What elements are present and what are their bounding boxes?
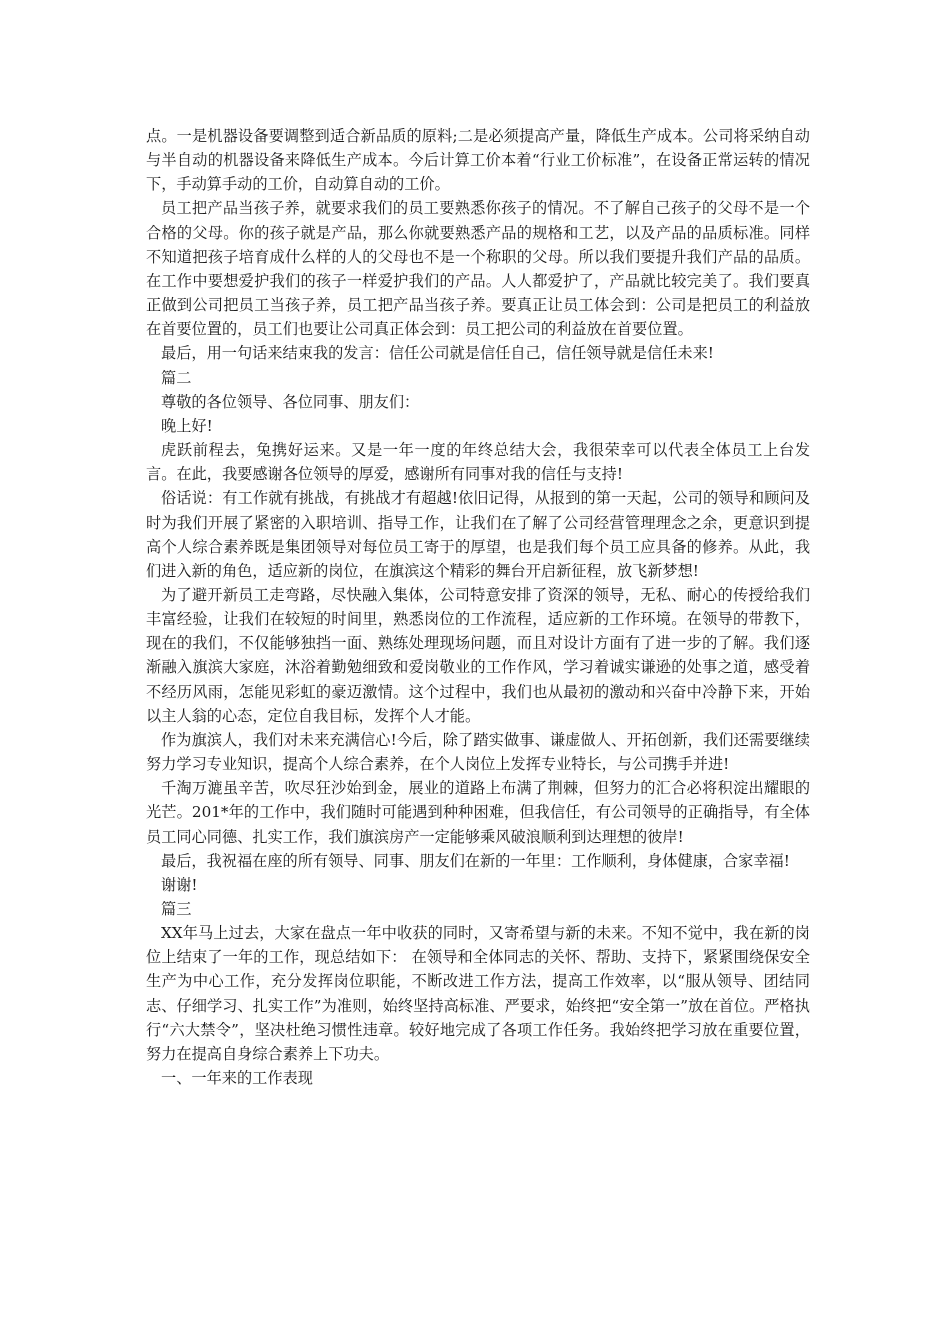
paragraph-raise-products: 员工把产品当孩子养，就要求我们的员工要熟悉你孩子的情况。不了解自己孩子的父母不是一个合格的父母。你的孩子就是产品，那么你就要熟悉产品的规格和工艺，以及产品的品质标准。同样不知道把孩子培育成什么样的人的父母也不是一个称职的父母。所以我们要提升我们产品的品质。在工作中要想爱护我们的孩子一样爱护我们的产品。人人都爱护了，产品就比较完美了。我们要真正做到公司把员工当孩子养，员工把产品当孩子养。要真正让员工体会到：公司是把员工的利益放在首要位置的，员工们也要让公司真正体会到：员工把公司的利益放在首要位置。: [146, 199, 810, 339]
document-body: [146, 124, 810, 1090]
paragraph-salutation: 尊敬的各位领导、各位同事、朋友们：: [161, 392, 420, 411]
paragraph-perseverance: 千淘万漉虽辛苦，吹尽狂沙始到金，展业的道路上布满了荆棘，但努力的汇合必将积淀出耀眼的光芒。201*年的工作中，我们随时可能遇到种种困难，但我信任，有公司领导的正确指导，有全体员工同心同德、扎实工作，我们旗滨房产一定能够乘风破浪顺利到达理想的彼岸!: [146, 779, 810, 846]
paragraph-greeting: 晚上好!: [161, 416, 213, 435]
paragraph-new-year: 虎跃前程去，兔携好运来。又是一年一度的年终总结大会，我很荣幸可以代表全体员工上台发言。在此，我要感谢各位领导的厚爱，感谢所有同事对我的信任与支持!: [146, 441, 810, 484]
paragraph-closing-one: 最后，用一句话来结束我的发言：信任公司就是信任自己，信任领导就是信任未来!: [161, 344, 714, 363]
section-heading-performance: 一、一年来的工作表现: [161, 1069, 313, 1088]
paragraph-equipment: 点。一是机器设备要调整到适合新品质的原料;二是必须提高产量，降低生产成本。公司将采纳自动与半自动的机器设备来降低生产成本。今后计算工价本着“行业工价标准”，在设备正常运转的情况下，手动算手动的工价，自动算自动的工价。: [146, 127, 810, 194]
section-heading-two: 篇二: [161, 368, 192, 387]
paragraph-challenge: 俗话说：有工作就有挑战，有挑战才有超越!依旧记得，从报到的第一天起，公司的领导和顾问及时为我们开展了紧密的入职培训、指导工作，让我们在了解了公司经营管理理念之余，更意识到提高个人综合素养既是集团领导对每位员工寄于的厚望，也是我们每个员工应具备的修养。从此，我们进入新的角色，适应新的岗位，在旗滨这个精彩的舞台开启新征程，放飞新梦想!: [146, 489, 810, 580]
section-heading-three: 篇三: [161, 900, 192, 918]
paragraph-thanks: 谢谢!: [161, 875, 198, 894]
paragraph-summary: XX年马上过去，大家在盘点一年中收获的同时，又寄希望与新的未来。不知不觉中，我在新的岗位上结束了一年的工作，现总结如下： 在领导和全体同志的关怀、帮助、支持下，紧紧围绕保安全生产为中心工作，充分发挥岗位职能，不断改进工作方法，提高工作效率，以“服从领导、团结同志、仔细学习、扎实工作”为准则，始终坚持高标准、严要求，始终把“安全第一”放在首位。严格执行“六大禁令”，坚决杜绝习惯性违章。较好地完成了各项工作任务。我始终把学习放在重要位置，努力在提高自身综合素养上下功夫。: [146, 924, 810, 1063]
paragraph-confidence: 作为旗滨人，我们对未来充满信心!今后，除了踏实做事、谦虚做人、开拓创新，我们还需要继续努力学习专业知识，提高个人综合素养，在个人岗位上发挥专业特长，与公司携手并进!: [146, 730, 810, 774]
paragraph-integration: 为了避开新员工走弯路，尽快融入集体，公司特意安排了资深的领导，无私、耐心的传授给我们丰富经验，让我们在较短的时间里，熟悉岗位的工作流程，适应新的工作环境。在领导的带教下，现在的我们，不仅能够独挡一面、熟练处理现场问题，而且对设计方面有了进一步的了解。我们逐渐融入旗滨大家庭，沐浴着勤勉细致和爱岗敬业的工作作风，学习着诚实谦逊的处事之道，感受着不经历风雨，怎能见彩虹的豪迈激情。这个过程中，我们也从最初的激动和兴奋中冷静下来，开始以主人翁的心态，定位自我目标，发挥个人才能。: [146, 585, 810, 725]
paragraph-blessing: 最后，我祝福在座的所有领导、同事、朋友们在新的一年里：工作顺利，身体健康，合家幸福!: [161, 851, 790, 870]
